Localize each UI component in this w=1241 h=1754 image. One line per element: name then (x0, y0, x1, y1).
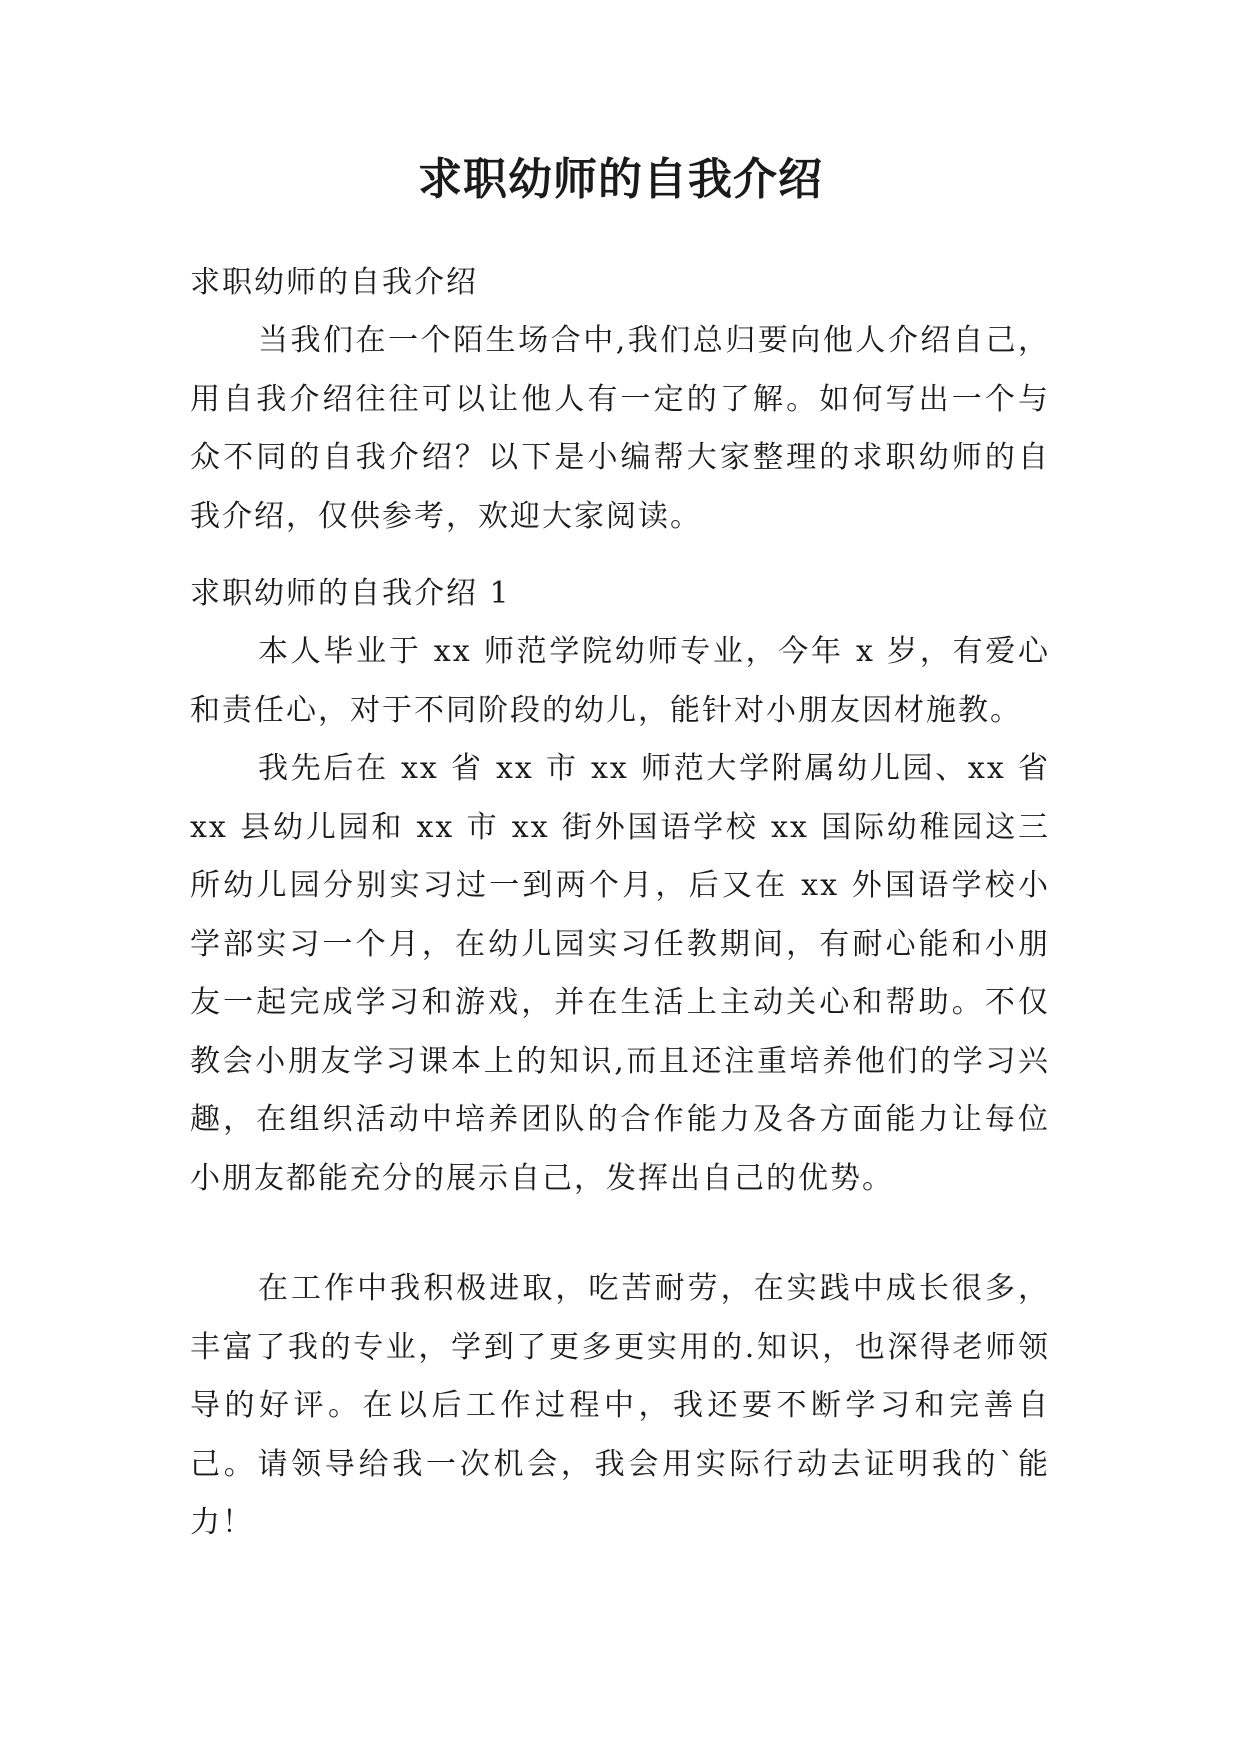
section1-paragraph-3: 在工作中我积极进取，吃苦耐劳，在实践中成长很多，丰富了我的专业，学到了更多更实用的.知识，也深得老师领导的好评。在以后工作过程中，我还要不断学习和完善自己。请领导给我一次机会，我会用实际行动去证明我的`能力！ (190, 1271, 1050, 1540)
intro-paragraph: 当我们在一个陌生场合中,我们总归要向他人介绍自己，用自我介绍往往可以让他人有一定的了解。如何写出一个与众不同的自我介绍？以下是小编帮大家整理的求职幼师的自我介绍，仅供参考，欢迎大家阅读。 (190, 323, 1050, 534)
document-title: 求职幼师的自我介绍 (418, 154, 823, 205)
intro-heading: 求职幼师的自我介绍 (190, 265, 478, 300)
section1-heading: 求职幼师的自我介绍 1 (190, 576, 511, 611)
section1-paragraph-1: 本人毕业于 xx 师范学院幼师专业，今年 x 岁，有爱心和责任心，对于不同阶段的幼儿，能针对小朋友因材施教。 (190, 634, 1050, 728)
section1-paragraph-2: 我先后在 xx 省 xx 市 xx 师范大学附属幼儿园、xx 省 xx 县幼儿园和 xx 市 xx 街外国语学校 xx 国际幼稚园这三所幼儿园分别实习过一到两个月，后又在 xx 外国语学校小学部实习一个月，在幼儿园实习任教期间，有耐心能和小朋友一起完成学习和游戏，并在生活上主动关心和帮助。不仅教会小朋友学习课本上的知识,而且还注重培养他们的学习兴趣，在组织活动中培养团队的合作能力及各方面能力让每位小朋友都能充分的展示自己，发挥出自己的优势。 (190, 751, 1050, 1196)
